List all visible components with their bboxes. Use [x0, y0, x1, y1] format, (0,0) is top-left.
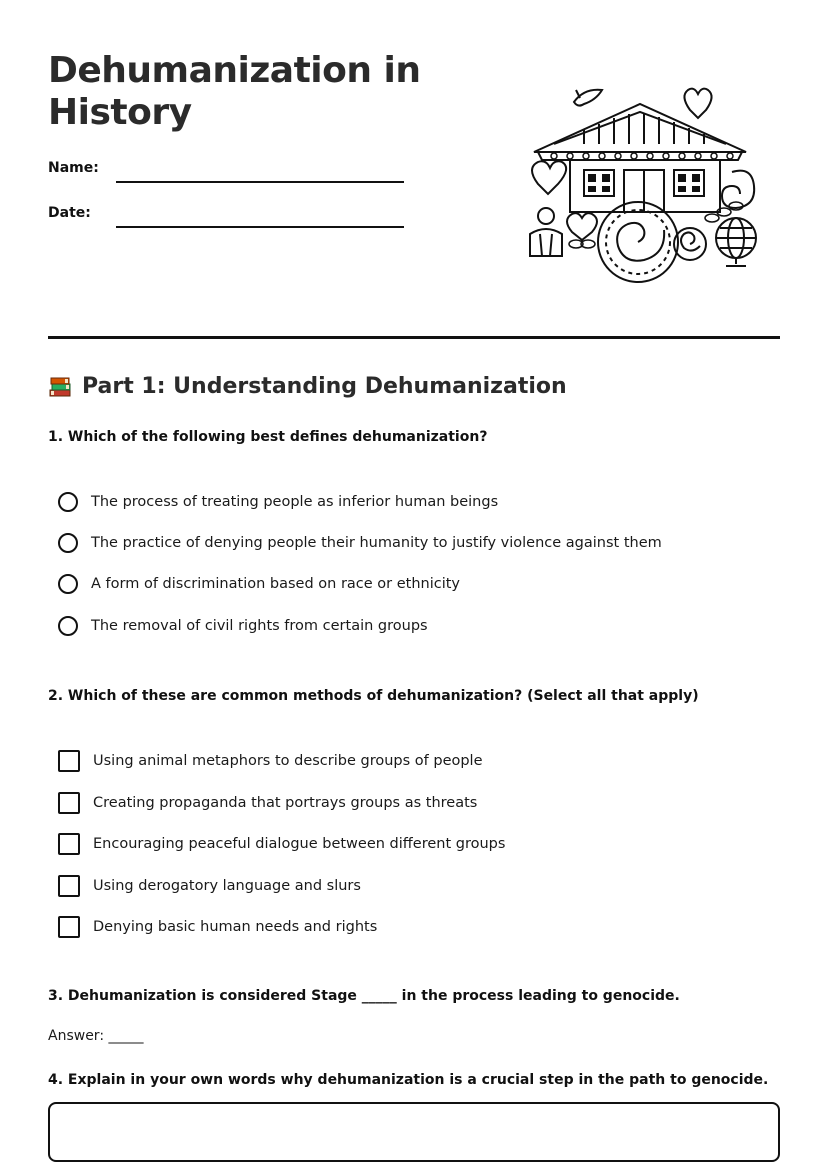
- q1-option-4[interactable]: [58, 616, 428, 636]
- q2-option-3[interactable]: [58, 833, 505, 855]
- q2-option-4[interactable]: [58, 875, 361, 897]
- q2-option-5[interactable]: [58, 916, 377, 938]
- bird-icon: [574, 90, 602, 106]
- option-label: The removal of civil rights from certain groups: [91, 618, 428, 634]
- section-divider: [48, 336, 780, 339]
- question-3: 3. Dehumanization is considered Stage _____ in the process leading to genocide.: [48, 988, 680, 1004]
- house-collage-illustration: [524, 84, 760, 290]
- part1-heading: [48, 374, 567, 399]
- option-label: The process of treating people as inferior human beings: [91, 494, 499, 510]
- radio-button[interactable]: [58, 616, 78, 636]
- question-1: 1. Which of the following best defines dehumanization?: [48, 429, 488, 445]
- q1-option-3[interactable]: [58, 574, 460, 594]
- worksheet-page: [48, 0, 780, 1118]
- option-label: Using animal metaphors to describe groups of people: [93, 753, 483, 769]
- q1-option-1[interactable]: [58, 492, 498, 512]
- name-field[interactable]: [116, 181, 404, 183]
- option-label: Creating propaganda that portrays groups as threats: [93, 795, 478, 811]
- checkbox[interactable]: [58, 916, 80, 938]
- checkbox[interactable]: [58, 833, 80, 855]
- option-label: The practice of denying people their humanity to justify violence against them: [91, 535, 662, 551]
- option-label: Encouraging peaceful dialogue between different groups: [93, 836, 506, 852]
- q4-answer-textarea[interactable]: [48, 1102, 780, 1162]
- checkbox[interactable]: [58, 750, 80, 772]
- date-label: Date:: [48, 205, 91, 221]
- date-field[interactable]: [116, 226, 404, 228]
- heart-icon: [684, 89, 711, 118]
- q1-option-2[interactable]: [58, 533, 662, 553]
- option-label: A form of discrimination based on race or ethnicity: [91, 576, 461, 592]
- option-label: Using derogatory language and slurs: [93, 878, 361, 894]
- checkbox[interactable]: [58, 875, 80, 897]
- q2-option-2[interactable]: [58, 792, 477, 814]
- checkbox[interactable]: [58, 792, 80, 814]
- radio-button[interactable]: [58, 492, 78, 512]
- page-title: Dehumanization in History: [48, 50, 421, 133]
- part1-title: Part 1: Understanding Dehumanization: [82, 374, 567, 399]
- option-label: Denying basic human needs and rights: [93, 919, 378, 935]
- books-icon: [48, 375, 72, 399]
- q3-answer-field[interactable]: Answer: _____: [48, 1028, 144, 1044]
- person-icon: [530, 229, 562, 256]
- radio-button[interactable]: [58, 574, 78, 594]
- q2-option-1[interactable]: [58, 750, 483, 772]
- name-label: Name:: [48, 160, 99, 176]
- question-4: 4. Explain in your own words why dehumanization is a crucial step in the path to genocide.: [48, 1072, 769, 1088]
- radio-button[interactable]: [58, 533, 78, 553]
- question-2: 2. Which of these are common methods of dehumanization? (Select all that apply): [48, 688, 699, 704]
